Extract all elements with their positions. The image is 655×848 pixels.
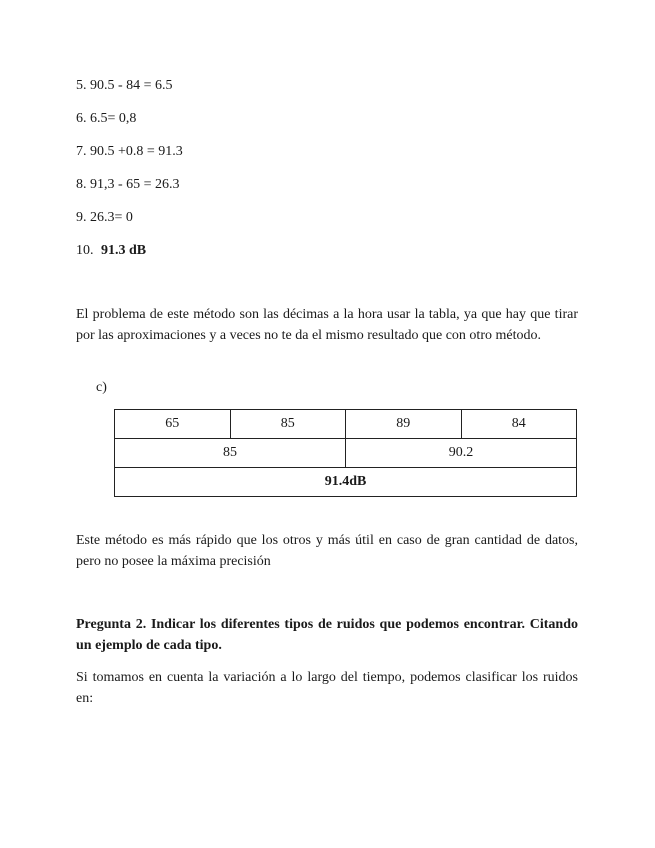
step-7: 7. 90.5 +0.8 = 91.3 <box>76 144 183 159</box>
item-c-label: c) <box>96 380 107 395</box>
table-cell: 89 <box>346 410 462 439</box>
table-cell: 85 <box>230 410 346 439</box>
table-row-partials <box>115 439 577 468</box>
paragraph-classify: Si tomamos en cuenta la variación a lo largo del tiempo, podemos clasificar los ruidos en: <box>76 670 578 706</box>
step-10 <box>76 242 146 259</box>
table-row-values <box>115 410 577 439</box>
table-cell: 84 <box>461 410 577 439</box>
step-9: 9. 26.3= 0 <box>76 210 133 225</box>
table-total-cell: 91.4dB <box>115 468 577 497</box>
step-5: 5. 90.5 - 84 = 6.5 <box>76 78 173 93</box>
paragraph-problem: El problema de este método son las décimas a la hora usar la tabla, ya que hay que tirar por las aproximaciones y a veces no te da el mismo resultado que con otro método. <box>76 307 578 343</box>
table-cell: 85 <box>115 439 346 468</box>
table-cell: 65 <box>115 410 231 439</box>
question-2-heading: Pregunta 2. Indicar los diferentes tipos de ruidos que podemos encontrar. Citando un ejemplo de cada tipo. <box>76 617 578 653</box>
step-6: 6. 6.5= 0,8 <box>76 111 137 126</box>
sum-table <box>114 409 577 497</box>
step-8: 8. 91,3 - 65 = 26.3 <box>76 177 180 192</box>
table-cell: 90.2 <box>346 439 577 468</box>
paragraph-method: Este método es más rápido que los otros y más útil en caso de gran cantidad de datos, pero no posee la máxima precisión <box>76 533 578 569</box>
table-row-total <box>115 468 577 497</box>
step-10-number: 10. <box>76 243 94 258</box>
step-10-result: 91.3 dB <box>101 243 147 258</box>
